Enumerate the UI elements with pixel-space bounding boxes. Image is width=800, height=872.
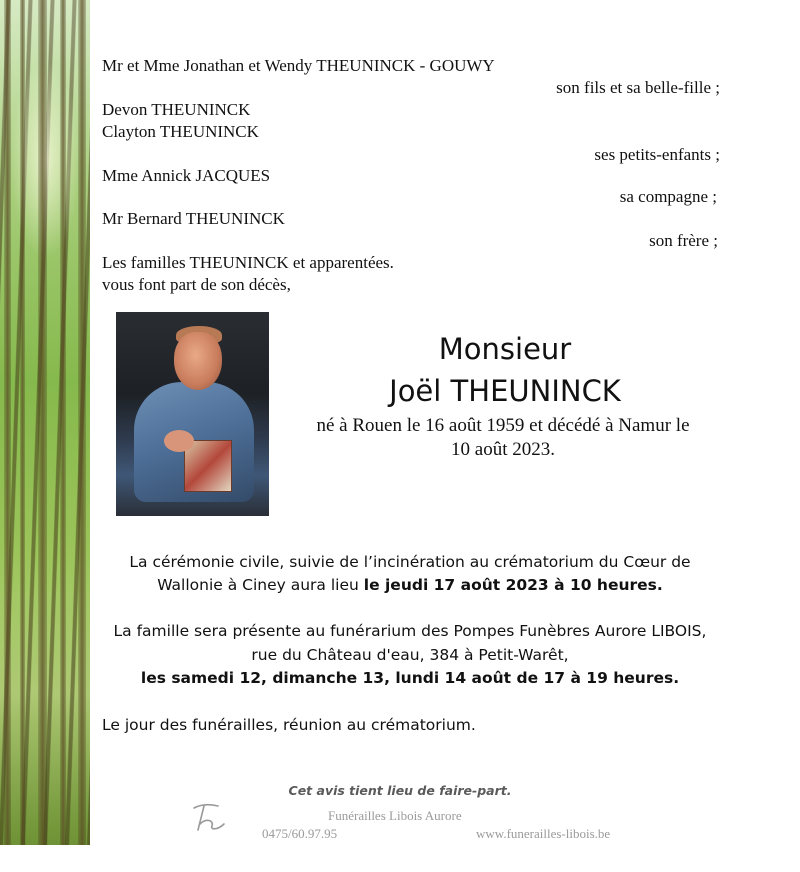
- relation-son: son fils et sa belle-fille ;: [556, 78, 720, 97]
- visitation-hours: les samedi 12, dimanche 13, lundi 14 août de 17 à 19 heures.: [140, 669, 680, 687]
- family-line-grandchild-1: Devon THEUNINCK: [102, 100, 251, 119]
- deceased-dates-line1: né à Rouen le 16 août 1959 et décédé à Namur le: [316, 415, 690, 436]
- deceased-title: Monsieur: [438, 332, 572, 366]
- deceased-name: Joël THEUNINCK: [389, 374, 621, 408]
- deceased-dates-line2: 10 août 2023.: [451, 439, 555, 460]
- visitation-line2: rue du Château d'eau, 384 à Petit-Warêt,: [251, 646, 569, 664]
- relation-grandchildren: ses petits-enfants ;: [594, 145, 720, 164]
- ceremony-date: le jeudi 17 août 2023 à 10 heures.: [363, 576, 663, 594]
- family-line-son: Mr et Mme Jonathan et Wendy THEUNINCK - GOUWY: [102, 56, 495, 75]
- portrait-photo: [116, 312, 269, 516]
- footer-note: Cet avis tient lieu de faire-part.: [288, 783, 512, 798]
- family-line-grandchild-2: Clayton THEUNINCK: [102, 122, 259, 141]
- families-line: Les familles THEUNINCK et apparentées.: [102, 253, 394, 272]
- ceremony-line2: [90, 575, 730, 595]
- ceremony-place: Wallonie à Ciney aura lieu: [157, 576, 364, 594]
- family-line-partner: Mme Annick JACQUES: [102, 166, 271, 185]
- announce-line: vous font part de son décès,: [102, 275, 291, 294]
- family-line-brother: Mr Bernard THEUNINCK: [102, 209, 285, 228]
- forest-decoration-strip: [0, 0, 90, 845]
- ceremony-line1: La cérémonie civile, suivie de l’incinération au crématorium du Cœur de: [129, 553, 691, 571]
- signature-logo-icon: [188, 800, 228, 834]
- reunion-line: Le jour des funérailles, réunion au crématorium.: [102, 716, 476, 734]
- relation-brother: son frère ;: [649, 231, 718, 250]
- footer-company: Funérailles Libois Aurore: [328, 808, 462, 823]
- visitation-line1: La famille sera présente au funérarium des Pompes Funèbres Aurore LIBOIS,: [113, 622, 707, 640]
- footer-phone: 0475/60.97.95: [262, 826, 338, 841]
- relation-partner: sa compagne ;: [619, 187, 717, 206]
- footer-website[interactable]: www.funerailles-libois.be: [476, 826, 611, 841]
